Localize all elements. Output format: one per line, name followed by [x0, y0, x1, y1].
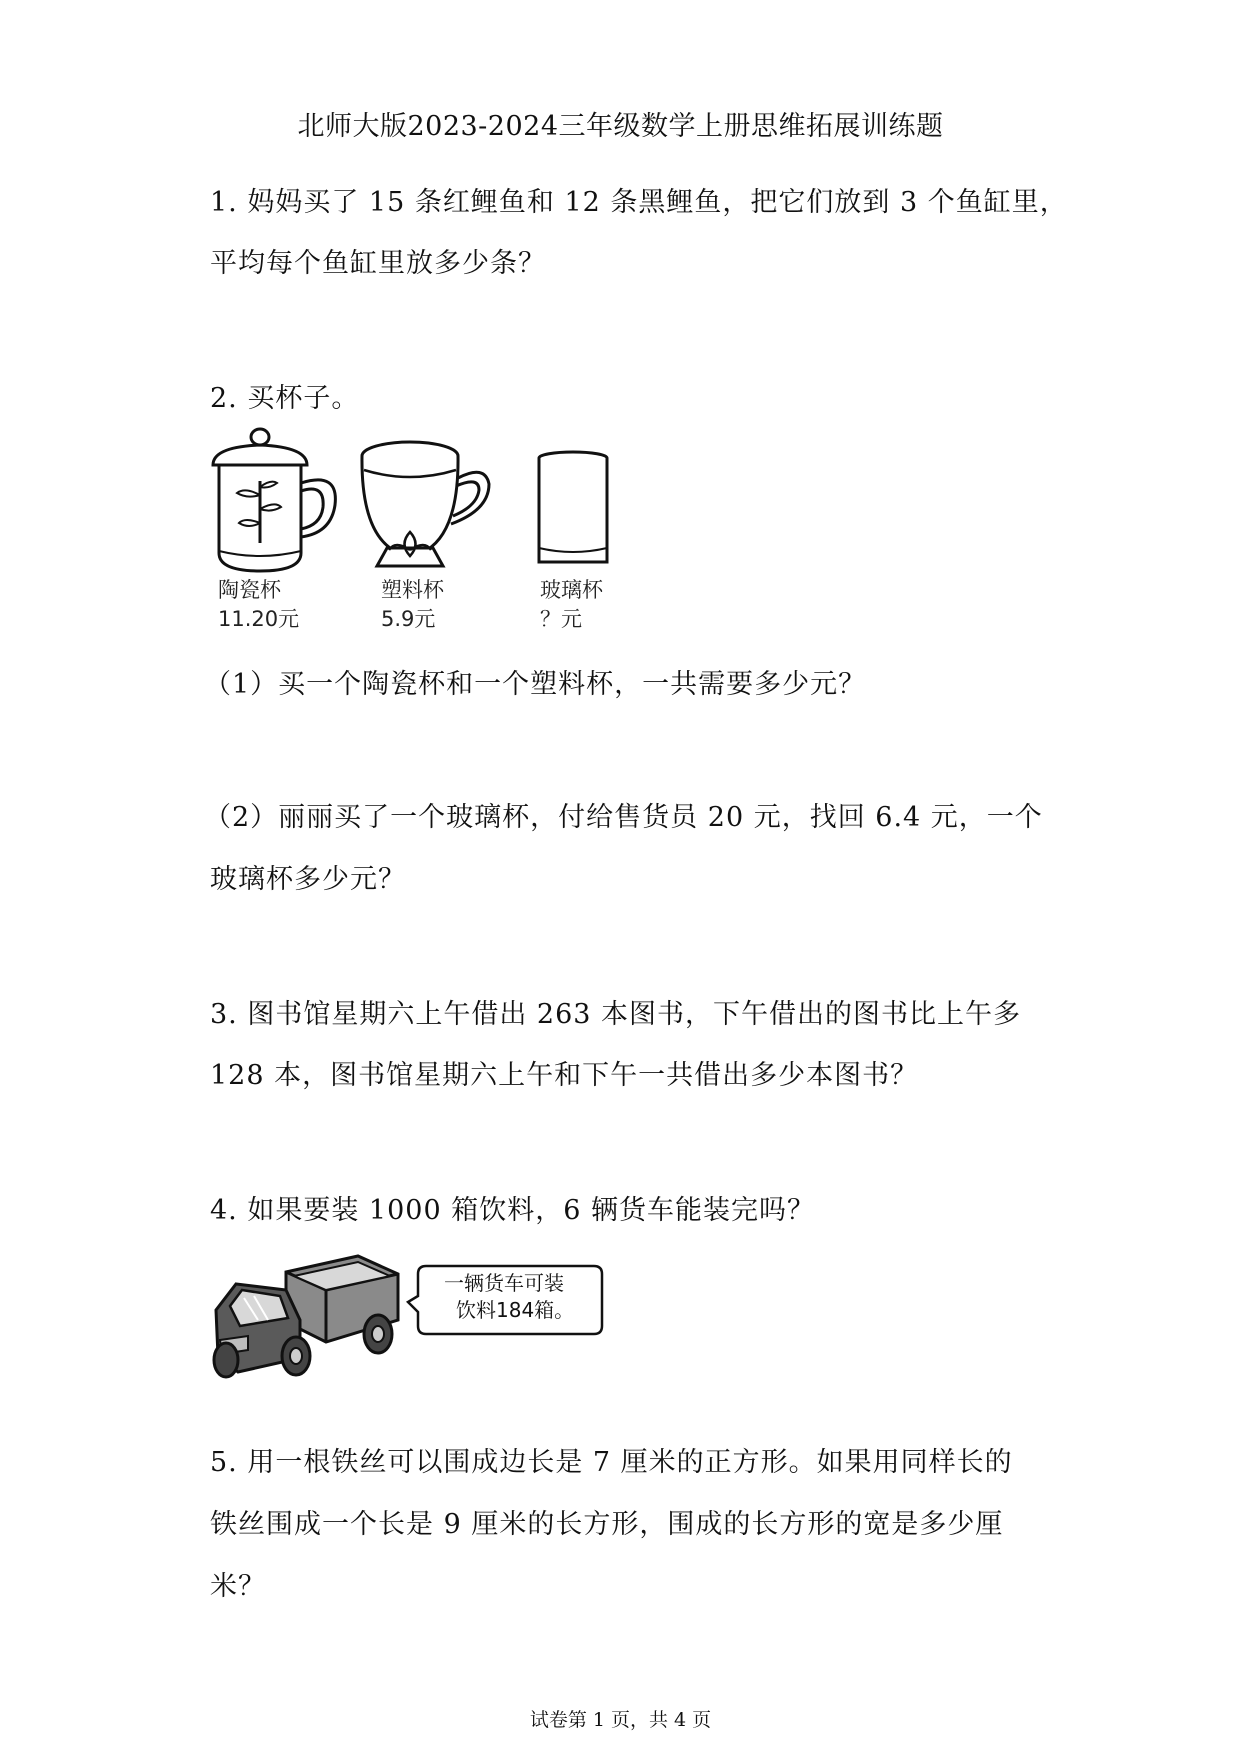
page-footer: 试卷第 1 页，共 4 页 [529, 1709, 712, 1731]
cup-price-porcelain: 11.20元 [218, 607, 300, 631]
q5-line2: 铁丝围成一个长是 9 厘米的长方形，围成的长方形的宽是多少厘 [210, 1509, 1004, 1540]
glass-icon [535, 450, 615, 570]
q3-line2: 128 本，图书馆星期六上午和下午一共借出多少本图书？ [210, 1060, 919, 1091]
cup-price-glass: ？元 [540, 607, 582, 631]
q2-sub2-line1: （2）丽丽买了一个玻璃杯，付给售货员 20 元，找回 6.4 元，一个 [204, 802, 1043, 833]
cup-name-glass: 玻璃杯 [540, 578, 603, 602]
page-title: 北师大版2023-2024三年级数学上册思维拓展训练题 [297, 111, 944, 142]
q5-line1: 5. 用一根铁丝可以围成边长是 7 厘米的正方形。如果用同样长的 [210, 1447, 1013, 1478]
bubble-line1: 一辆货车可装 [444, 1271, 564, 1295]
porcelain-mug-icon [205, 425, 345, 575]
q1-line2: 平均每个鱼缸里放多少条？ [210, 248, 546, 279]
truck-icon [208, 1250, 408, 1385]
cup-name-plastic: 塑料杯 [381, 578, 444, 602]
q1-line1: 1. 妈妈买了 15 条红鲤鱼和 12 条黑鲤鱼，把它们放到 3 个鱼缸里， [210, 187, 1068, 218]
q2-sub2-line2: 玻璃杯多少元？ [210, 864, 406, 895]
plastic-cup-icon [355, 440, 495, 575]
q3-line1: 3. 图书馆星期六上午借出 263 本图书，下午借出的图书比上午多 [210, 999, 1022, 1030]
bubble-line2: 饮料184箱。 [456, 1298, 575, 1322]
q5-line3: 米？ [210, 1571, 266, 1602]
q2-line1: 2. 买杯子。 [210, 383, 360, 414]
cup-price-plastic: 5.9元 [381, 607, 436, 631]
q2-sub1: （1）买一个陶瓷杯和一个塑料杯，一共需要多少元？ [204, 669, 867, 700]
cup-name-porcelain: 陶瓷杯 [218, 578, 281, 602]
q4-line1: 4. 如果要装 1000 箱饮料，6 辆货车能装完吗？ [210, 1195, 815, 1226]
